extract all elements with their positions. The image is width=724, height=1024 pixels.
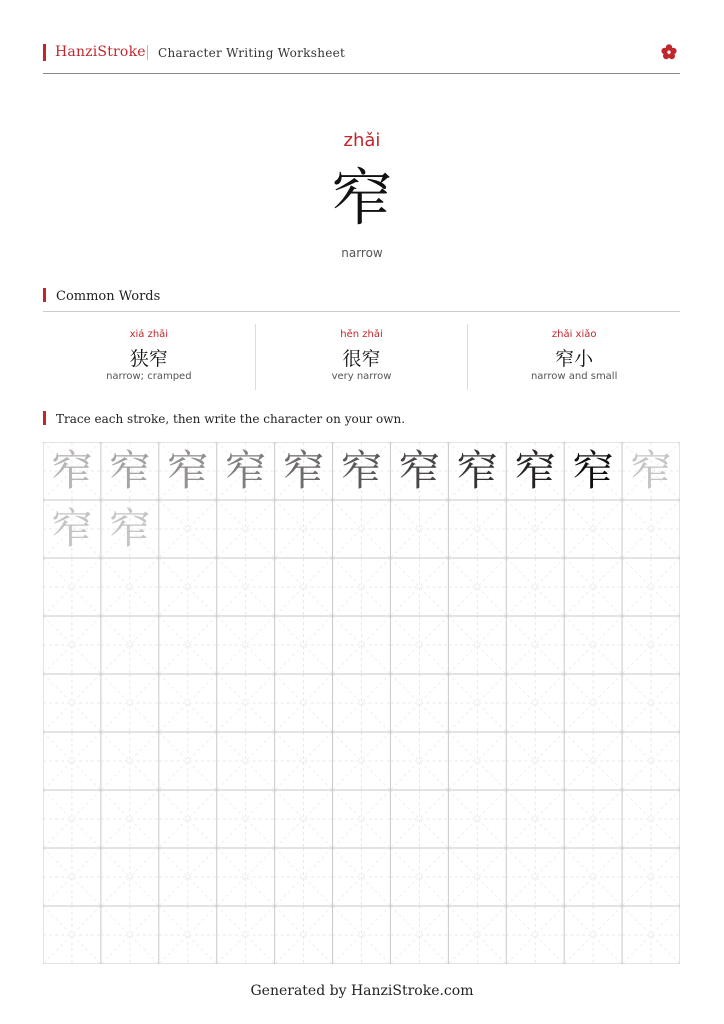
stroke-step-cell (506, 442, 564, 500)
stroke-step-character: 窄 (398, 446, 441, 495)
word-meaning: narrow; cramped (106, 371, 192, 382)
common-words-heading (43, 288, 160, 304)
stroke-step-character: 窄 (282, 446, 325, 495)
word-pinyin: hěn zhǎi (340, 329, 383, 340)
stroke-step-character: 窄 (514, 446, 557, 495)
word-item (43, 324, 255, 390)
stroke-step-character: 窄 (224, 446, 267, 495)
word-pinyin: xiá zhǎi (129, 329, 169, 340)
trace-character: 窄 (108, 504, 151, 553)
stroke-step-cell (275, 442, 333, 500)
word-meaning: narrow and small (530, 371, 618, 382)
stroke-step-character: 窄 (166, 446, 209, 495)
word-pinyin: zhǎi xiǎo (551, 329, 597, 340)
word-hanzi: 狭窄 (129, 348, 168, 370)
flower-icon (660, 43, 678, 61)
stroke-step-character: 窄 (572, 446, 615, 495)
word-meaning: very narrow (331, 371, 392, 382)
trace-character: 窄 (630, 446, 673, 495)
stroke-step-cell (159, 442, 217, 500)
stroke-step-cell (564, 442, 622, 500)
common-words-title: Common Words (56, 289, 161, 304)
main-character: 窄 (330, 161, 393, 234)
practice-instruction: Trace each stroke, then write the character on your own. (56, 412, 406, 426)
common-words-list (43, 324, 680, 390)
character-pinyin: zhǎi (343, 130, 381, 151)
stroke-step-cell (333, 442, 391, 500)
trace-character: 窄 (50, 504, 93, 553)
stroke-step-cell (101, 442, 159, 500)
trace-cell[interactable] (43, 500, 101, 558)
stroke-step-character: 窄 (456, 446, 499, 495)
trace-cell[interactable] (101, 500, 159, 558)
stroke-step-character: 窄 (108, 446, 151, 495)
stroke-step-cell (448, 442, 506, 500)
character-meaning: narrow (341, 246, 383, 260)
stroke-step-character: 窄 (50, 446, 93, 495)
trace-cell[interactable] (622, 442, 680, 500)
section-divider (43, 311, 680, 312)
section-accent-bar (43, 411, 46, 425)
worksheet-header (43, 42, 680, 74)
practice-grid[interactable] (43, 442, 680, 964)
word-hanzi: 窄小 (555, 348, 594, 370)
worksheet-subtitle: Character Writing Worksheet (158, 46, 346, 60)
stroke-step-cell (217, 442, 275, 500)
stroke-step-cell (390, 442, 448, 500)
footer-credit: Generated by HanziStroke.com (250, 983, 474, 999)
practice-heading (43, 411, 405, 426)
section-accent-bar (43, 288, 46, 302)
brand-name[interactable]: HanziStroke (55, 44, 146, 60)
stroke-step-character: 窄 (340, 446, 383, 495)
stroke-step-cell (43, 442, 101, 500)
header-separator (147, 45, 148, 60)
word-item (255, 324, 468, 390)
word-hanzi: 很窄 (342, 348, 381, 370)
brand-accent-bar (43, 44, 46, 61)
word-item (467, 324, 680, 390)
